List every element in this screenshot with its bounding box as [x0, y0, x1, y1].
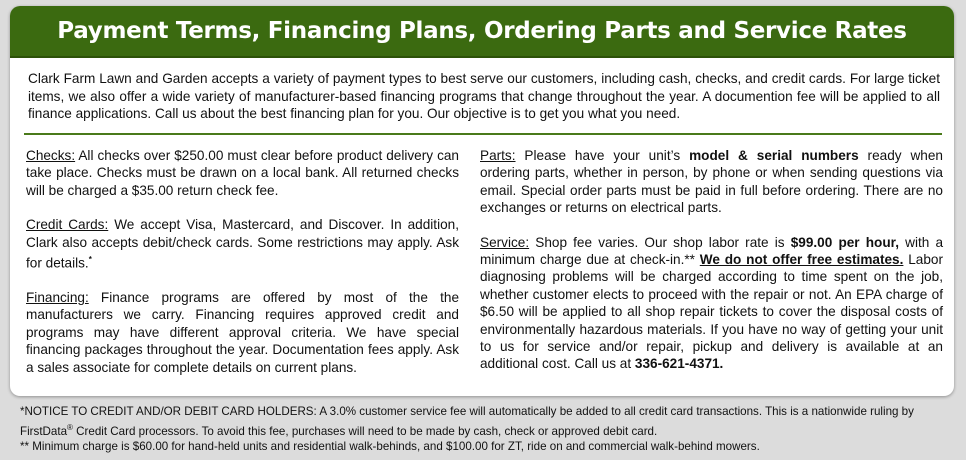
checks-text: All checks over $250.00 must clear before product delivery can take place. Checks must be drawn on a local bank. All returned checks will be charged a $35.00 return check fee. [26, 148, 459, 198]
registered-mark: ® [67, 422, 73, 432]
service-text-a: Shop fee varies. Our shop labor rate is [529, 234, 791, 250]
checks-heading: Checks: [26, 148, 76, 163]
right-column [480, 147, 943, 390]
service-labor-rate: $99.00 per hour, [790, 234, 899, 250]
financing-heading: Financing: [26, 289, 89, 305]
divider [24, 133, 942, 135]
footnotes [20, 404, 950, 454]
intro-paragraph: Clark Farm Lawn and Garden accepts a variety of payment types to best serve our customers, including cash, checks, and credit cards. For large ticket items, we also offer a wide variety of manufacturer-based financing programs that change throughout the year. A documention fee will be applied to all finance applications. Call us about the best financing plan for you. Our objective is to get you what you need. [28, 71, 940, 121]
service-text-c: Labor diagnosing problems will be charged according to time spent on the job, whether customer elects to proceed with the repair or not. An EPA charge of $6.50 will be applied to all shop repair tickets to cover the disposal costs of environmentally hazardous materials. If you have no way of getting your unit to us for service and/or repair, pickup and delivery is available at an additional cost. Call us at [480, 252, 943, 372]
service-section [480, 234, 943, 373]
service-phone: 336-621-4371. [634, 356, 724, 372]
parts-model-serial: model & serial numbers [689, 148, 859, 163]
parts-heading: Parts: [480, 148, 516, 163]
page-title-text: Payment Terms, Financing Plans, Ordering Parts and Service Rates [57, 18, 907, 44]
left-column [26, 147, 459, 393]
financing-text: Finance programs are offered by most of the the manufacturers we carry. Financing requires approved credit and programs may have different approval criteria. We have special financing packages throughout the year. Documentation fees apply. Ask a sales associate for complete details on current plans. [26, 289, 459, 375]
checks-section [26, 147, 459, 199]
credit-cards-asterisk: * [88, 255, 92, 265]
parts-section [480, 147, 943, 217]
parts-text-b: ready when ordering parts, whether in person, by phone or when sending questions via email. Special order parts must be paid in full before ordering. There are no exchanges or returns on electrical parts. [480, 148, 943, 216]
page-title [10, 6, 954, 58]
card-fee-notice-b: Credit Card processors. To avoid this fee, purchases will need to be made by cash, check or approved debit card. [72, 424, 658, 438]
credit-cards-text: We accept Visa, Mastercard, and Discover. In addition, Clark also accepts debit/check cards. Some restrictions may apply. Ask for details. [26, 217, 460, 271]
service-no-estimates: We do not offer free estimates. [699, 252, 904, 268]
credit-cards-heading: Credit Cards: [26, 217, 109, 233]
service-text-b: with a minimum charge due at check-in.** [480, 234, 944, 268]
parts-text-a: Please have your unit’s [515, 148, 690, 163]
credit-cards-section [26, 216, 459, 272]
financing-section [26, 289, 459, 376]
card-fee-notice-a: *NOTICE TO CREDIT AND/OR DEBIT CARD HOLDERS: A 3.0% customer service fee will automatically be added to all credit card transactions. This is a nationwide ruling by FirstData [20, 405, 914, 438]
minimum-charge-note: ** Minimum charge is $60.00 for hand-held units and residential walk-behinds, and $100.00 for ZT, ride on and commercial walk-behind mowers. [20, 439, 760, 453]
info-card [10, 6, 954, 396]
card-fee-notice [20, 404, 950, 439]
service-heading: Service: [480, 234, 530, 250]
